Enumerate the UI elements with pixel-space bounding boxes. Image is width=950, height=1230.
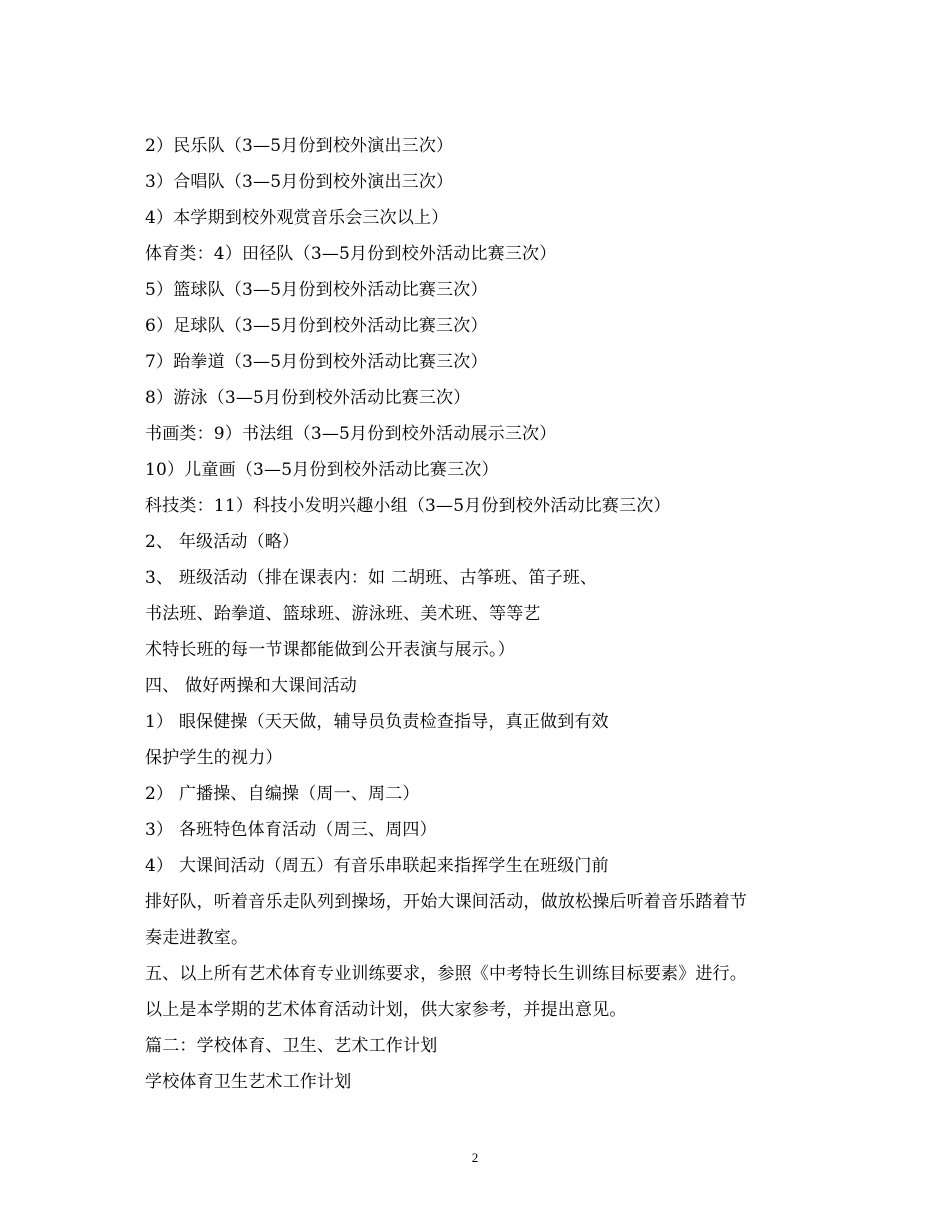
text-line: 8）游泳（3—5月份到校外活动比赛三次） xyxy=(145,388,471,408)
text-line: 2）民乐队（3—5月份到校外演出三次） xyxy=(145,136,454,156)
text-line: 3）合唱队（3—5月份到校外演出三次） xyxy=(145,172,454,192)
text-line: 排好队，听着音乐走队列到操场，开始大课间活动，做放松操后听着音乐踏着节 xyxy=(145,892,747,912)
document-body xyxy=(145,128,845,1100)
text-line: 3） 各班特色体育活动（周三、周四） xyxy=(145,820,437,840)
text-line: 10）儿童画（3—5月份到校外活动比赛三次） xyxy=(145,460,499,480)
text-line: 1） 眼保健操（天天做，辅导员负责检查指导，真正做到有效 xyxy=(145,712,609,732)
text-line: 4）本学期到校外观赏音乐会三次以上） xyxy=(145,208,449,228)
text-line: 4） 大课间活动（周五）有音乐串联起来指挥学生在班级门前 xyxy=(145,856,609,876)
text-line: 2、 年级活动（略） xyxy=(145,532,300,552)
text-line: 3、 班级活动（排在课表内：如 二胡班、古筝班、笛子班、 xyxy=(145,568,598,588)
text-line: 术特长班的每一节课都能做到公开表演与展示。） xyxy=(145,640,515,660)
section-heading: 四、 做好两操和大课间活动 xyxy=(145,676,358,696)
text-line: 书法班、跆拳道、篮球班、游泳班、美术班、等等艺 xyxy=(145,604,541,624)
text-line: 2） 广播操、自编操（周一、周二） xyxy=(145,784,420,804)
text-line: 保护学生的视力） xyxy=(145,748,283,768)
document-subtitle: 学校体育卫生艺术工作计划 xyxy=(145,1072,352,1092)
text-line: 科技类：11）科技小发明兴趣小组（3—5月份到校外活动比赛三次） xyxy=(145,496,671,516)
section-heading: 五、以上所有艺术体育专业训练要求，参照《中考特长生训练目标要素》进行。 xyxy=(145,964,747,984)
text-line: 以上是本学期的艺术体育活动计划，供大家参考，并提出意见。 xyxy=(145,1000,627,1020)
text-line: 7）跆拳道（3—5月份到校外活动比赛三次） xyxy=(145,352,488,372)
text-line: 5）篮球队（3—5月份到校外活动比赛三次） xyxy=(145,280,488,300)
text-line: 体育类：4）田径队（3—5月份到校外活动比赛三次） xyxy=(145,244,557,264)
page-number: 2 xyxy=(471,1150,479,1165)
chapter-heading: 篇二：学校体育、卫生、艺术工作计划 xyxy=(145,1036,438,1056)
text-line: 奏走进教室。 xyxy=(145,928,249,948)
text-line: 6）足球队（3—5月份到校外活动比赛三次） xyxy=(145,316,488,336)
text-line: 书画类：9）书法组（3—5月份到校外活动展示三次） xyxy=(145,424,557,444)
